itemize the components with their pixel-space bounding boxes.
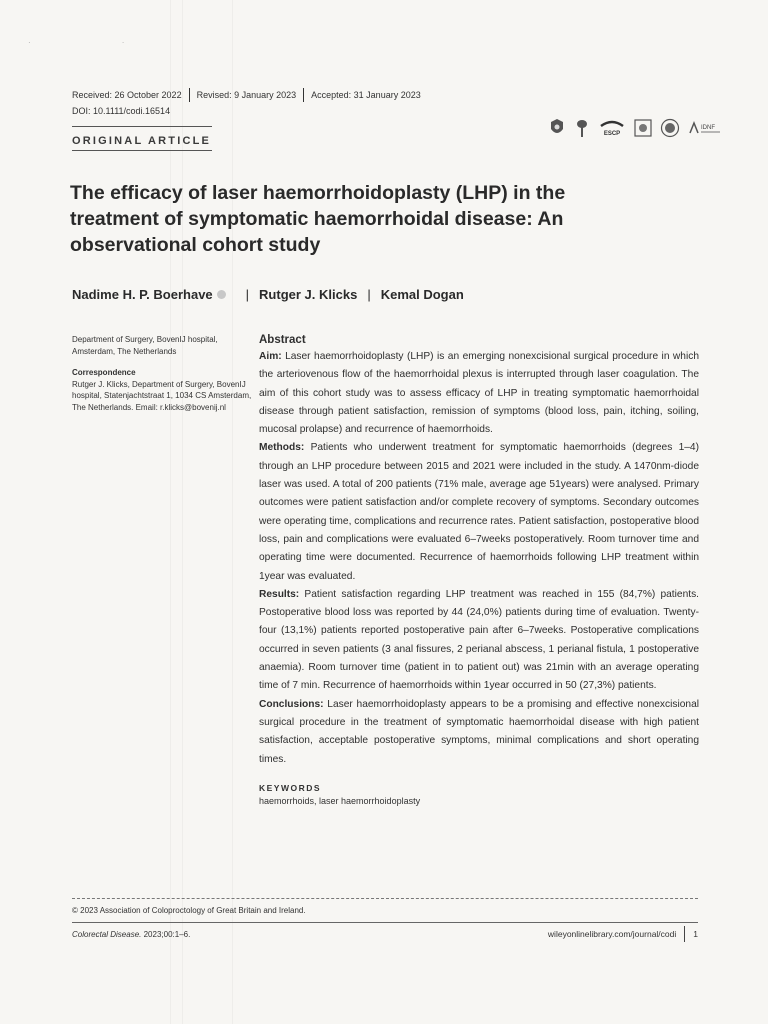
- abstract-methods: [259, 439, 699, 585]
- results-text: Patient satisfaction regarding LHP treatment was reached in 155 (84,7%) patients. Postoperative blood loss was reported by 44 (24,0%) patients during time of evaluation. Twenty-four (13,1%) patients reported postoperative pain after 6–7weeks. Postoperative complications occurred in seven patients (3 anal fissures, 2 perianal abscess, 1 perianal fistula, 1 postoperative anaemia). Room turnover time (patient in to patient out) was 21min with an average operating time of 7 min. Recurrence of haemorrhoids within 1year occurred in 50 (27,3%) patients.: [259, 588, 699, 692]
- methods-text: Patients who underwent treatment for symptomatic haemorrhoids (degrees 1–4) through an LHP procedure between 2015 and 2021 were included in the study. A 1470nm-diode laser was used. A total of 200 patients (71% male, average age 51years) were analysed. Primary outcomes were patient satisfaction and/or complete recovery of symptoms. Secondary outcomes were operating time, complications and recurrence rates. Patient satisfaction, postoperative blood loss, pain and complications were evaluated 6–7weeks postoperatively. Room turnover time and operating time were documented. Recurrence of haemorrhoids following LHP treatment within 1year was evaluated.: [259, 442, 699, 582]
- abstract-conclusions: [259, 696, 699, 769]
- author-separator: |: [367, 287, 371, 302]
- results-label: Results:: [259, 588, 300, 600]
- scan-marks: · ·: [28, 38, 125, 47]
- publication-dates: [72, 88, 421, 102]
- journal-url[interactable]: wileyonlinelibrary.com/journal/codi: [547, 929, 677, 939]
- svg-text:IDNF: IDNF: [701, 125, 715, 131]
- received-date: Received: 26 October 2022: [72, 90, 182, 100]
- methods-label: Methods:: [259, 442, 305, 454]
- article-title: The efficacy of laser haemorrhoidoplasty (LHP) in the treatment of symptomatic haemorrhoidal disease: An observational cohort study: [70, 182, 566, 256]
- aim-label: Aim:: [259, 351, 282, 362]
- conclusions-text: Laser haemorrhoidoplasty appears to be a promising and effective nonexcisional surgical procedure in the treatment of symptomatic haemorrhoidal disease with high patient satisfaction, acceptable postoperative symptoms, minimal complications and short operating times.: [259, 698, 699, 765]
- footer-divider: [684, 926, 685, 942]
- scan-artifact: [232, 0, 233, 1024]
- abstract-aim: [259, 348, 699, 439]
- revised-date: Revised: 9 January 2023: [196, 90, 297, 100]
- article-type-rule: [72, 150, 212, 151]
- author-separator: |: [245, 287, 250, 302]
- author-name[interactable]: Rutger J. Klicks: [259, 287, 358, 302]
- page-number: 1: [693, 929, 698, 939]
- journal-name: Colorectal Disease.: [72, 930, 142, 939]
- footnote-divider: [72, 898, 698, 899]
- footer-rule: [72, 922, 698, 923]
- correspondence-heading: Correspondence: [72, 368, 136, 377]
- date-divider: [189, 88, 190, 102]
- article-type-label: ORIGINAL ARTICLE: [72, 135, 212, 147]
- aim-text: Laser haemorrhoidoplasty (LHP) is an emerging nonexcisional surgical procedure in which the arteriovenous flow of the haemorrhoidal plexus is interrupted through laser coagulation. The aim of this cohort study was to assess efficacy of LHP in treating symptomatic haemorrhoidal disease through patient satisfaction, remission of symptoms (blood loss, pain, itching, soiling, mucosal prolapse) and recurrence of haemorrhoids.: [259, 351, 699, 436]
- scan-artifact: [182, 0, 183, 1024]
- abstract-results: [259, 586, 699, 696]
- footer-right: [548, 926, 698, 942]
- abstract-heading: Abstract: [259, 334, 306, 346]
- author-list: [72, 287, 464, 302]
- affiliation-column: [72, 334, 252, 413]
- author-name[interactable]: Kemal Dogan: [380, 287, 464, 302]
- medal-logo: [660, 118, 680, 138]
- thistle-logo: [574, 118, 590, 138]
- escp-logo: [598, 118, 626, 138]
- journal-reference: 2023;00:1–6.: [141, 930, 191, 939]
- orcid-icon[interactable]: [217, 290, 226, 299]
- crest-logo: [548, 118, 566, 138]
- author-name[interactable]: Nadime H. P. Boerhave: [72, 287, 213, 302]
- correspondence-details: Rutger J. Klicks, Department of Surgery, BovenIJ hospital, Statenjachtstraat 1, 1034 CS Amsterdam, The Netherlands. Email: r.klicks@bovenij.nl: [72, 379, 252, 412]
- conclusions-label: Conclusions:: [259, 698, 324, 710]
- ueg-logo: [688, 119, 722, 137]
- date-divider: [303, 88, 304, 102]
- journal-citation: [72, 930, 190, 939]
- copyright-notice: © 2023 Association of Coloproctology of Great Britain and Ireland.: [72, 906, 306, 915]
- svg-text:ESCP: ESCP: [603, 131, 621, 137]
- article-type-rule: [72, 126, 212, 127]
- society-logos: [548, 118, 722, 138]
- society-seal-logo: [634, 119, 652, 137]
- scan-artifact: [170, 0, 171, 1024]
- accepted-date: Accepted: 31 January 2023: [311, 90, 421, 100]
- doi-link[interactable]: DOI: 10.1111/codi.16514: [72, 106, 171, 116]
- keywords-list: haemorrhoids, laser haemorrhoidoplasty: [259, 796, 421, 806]
- abstract-section: [259, 332, 699, 769]
- affiliation: Department of Surgery, BovenIJ hospital, Amsterdam, The Netherlands: [72, 335, 218, 356]
- keywords-heading: KEYWORDS: [259, 783, 322, 793]
